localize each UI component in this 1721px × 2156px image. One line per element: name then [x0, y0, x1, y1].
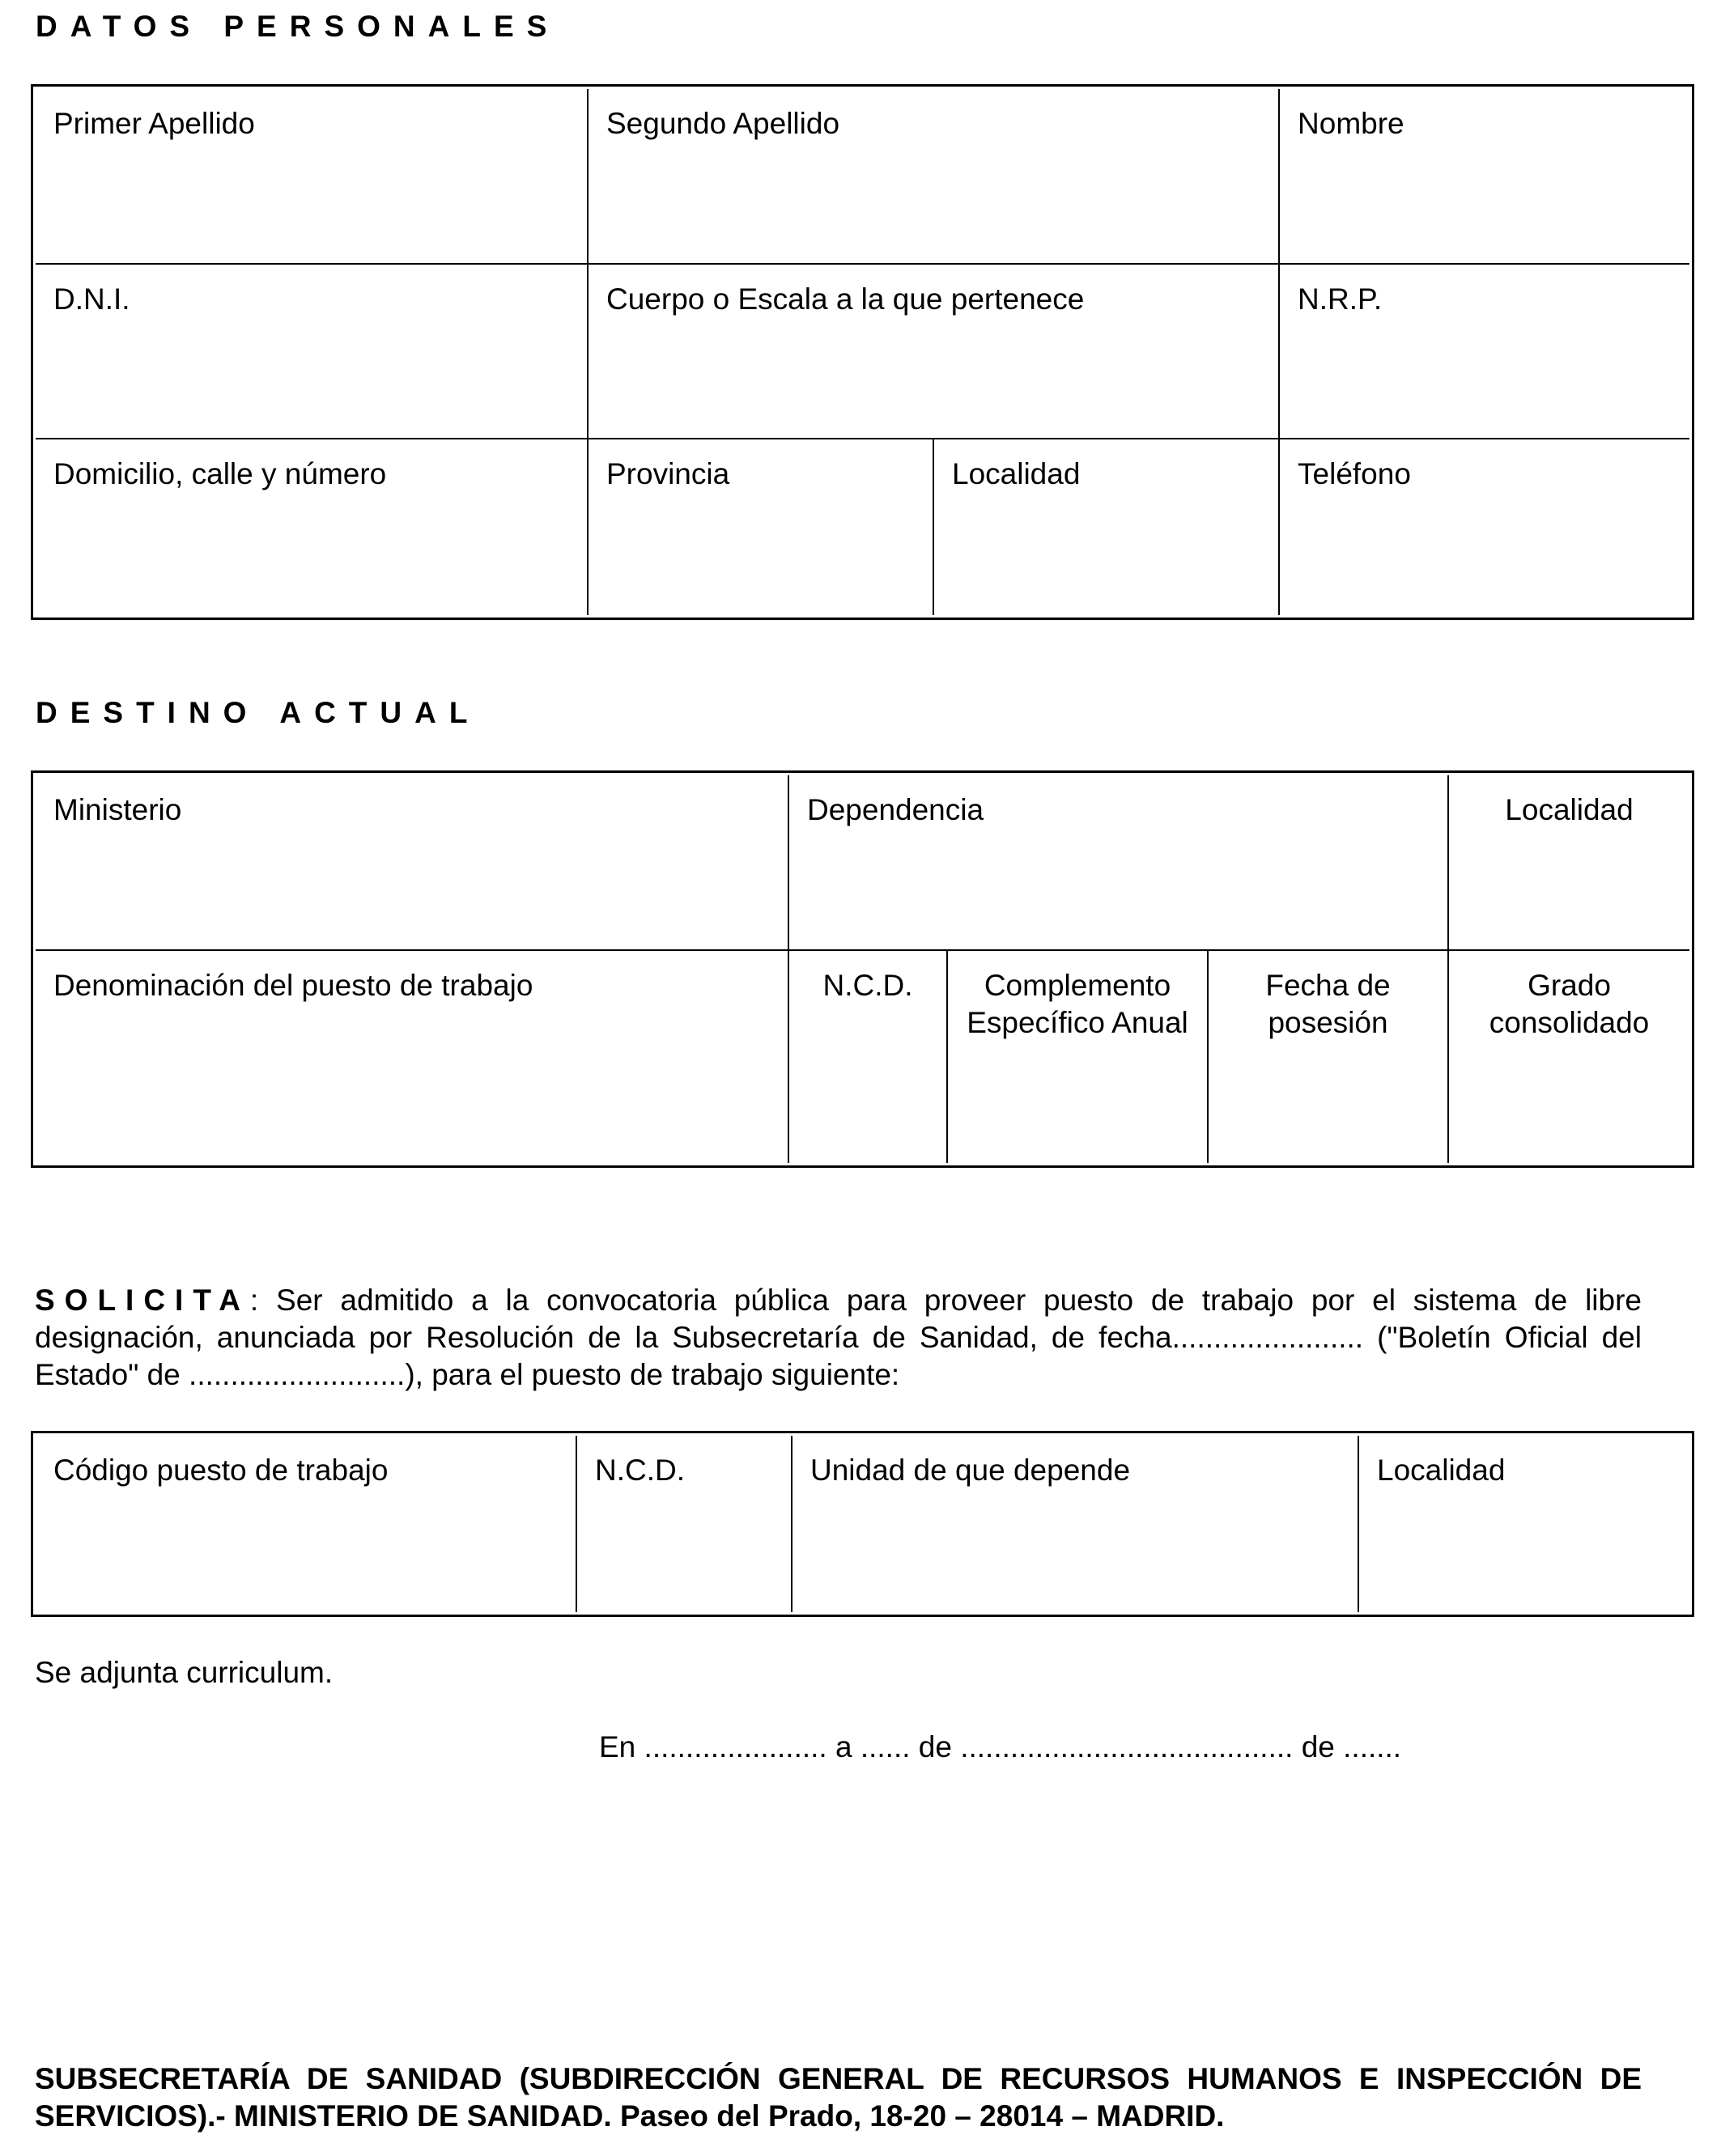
- field-label: Fecha de posesión: [1265, 969, 1391, 1039]
- field-provincia[interactable]: [588, 439, 933, 615]
- field-label: N.C.D.: [595, 1454, 685, 1487]
- field-telefono[interactable]: [1279, 439, 1689, 615]
- field-denominacion-puesto[interactable]: [36, 950, 788, 1163]
- field-label: Código puesto de trabajo: [53, 1454, 389, 1487]
- field-label: Grado consolidado: [1489, 969, 1650, 1039]
- field-label: Cuerpo o Escala a la que pertenece: [606, 282, 1085, 316]
- field-label: Teléfono: [1298, 457, 1411, 490]
- field-dni[interactable]: [36, 264, 588, 439]
- field-ministerio[interactable]: [36, 775, 788, 950]
- field-unidad-depende[interactable]: [792, 1436, 1358, 1612]
- field-codigo-puesto[interactable]: [36, 1436, 576, 1612]
- field-label: Complemento Específico Anual: [967, 969, 1188, 1039]
- section-heading-datos-personales: DATOS PERSONALES: [36, 10, 560, 43]
- field-label: Provincia: [606, 457, 730, 490]
- field-domicilio[interactable]: [36, 439, 588, 615]
- field-ncd-solicitado[interactable]: [576, 1436, 792, 1612]
- field-label: Localidad: [1377, 1454, 1506, 1487]
- section-heading-destino-actual: DESTINO ACTUAL: [36, 696, 481, 729]
- solicita-paragraph: [35, 1282, 1642, 1394]
- field-label: Denominación del puesto de trabajo: [53, 969, 533, 1002]
- field-dependencia[interactable]: [788, 775, 1448, 950]
- lugar-fecha-line: En ...................... a ...... de ........................................ de .......: [599, 1730, 1402, 1763]
- solicita-text: : Ser admitido a la convocatoria pública para proveer puesto de trabajo por el sistema de libre designación, anunciada por Resolución de la Subsecretaría de Sanidad, de fecha....................... ("Boletín Oficial del Estado" de ..........................), para el puesto de trabajo siguiente:: [35, 1284, 1642, 1391]
- field-label: Localidad: [1505, 793, 1634, 826]
- field-primer-apellido[interactable]: [36, 89, 588, 264]
- field-label: N.R.P.: [1298, 282, 1383, 316]
- field-label: Segundo Apellido: [606, 107, 840, 140]
- adjunta-curriculum: Se adjunta curriculum.: [35, 1656, 334, 1689]
- field-label: Ministerio: [53, 793, 182, 826]
- field-fecha-posesion[interactable]: [1208, 950, 1448, 1163]
- field-label: Localidad: [952, 457, 1081, 490]
- field-label: Unidad de que depende: [810, 1454, 1131, 1487]
- field-cuerpo-escala[interactable]: [588, 264, 1279, 439]
- field-complemento-especifico[interactable]: [947, 950, 1208, 1163]
- solicita-label: SOLICITA: [35, 1284, 250, 1317]
- footer-address: SUBSECRETARÍA DE SANIDAD (SUBDIRECCIÓN GENERAL DE RECURSOS HUMANOS E INSPECCIÓN DE SERVICIOS).- MINISTERIO DE SANIDAD. Paseo del Prado, 18-20 – 28014 – MADRID.: [35, 2062, 1642, 2133]
- field-label: D.N.I.: [53, 282, 130, 316]
- field-nrp[interactable]: [1279, 264, 1689, 439]
- field-ncd[interactable]: [788, 950, 947, 1163]
- field-label: Primer Apellido: [53, 107, 255, 140]
- field-label: Domicilio, calle y número: [53, 457, 387, 490]
- field-label: Nombre: [1298, 107, 1404, 140]
- field-segundo-apellido[interactable]: [588, 89, 1279, 264]
- field-label: Dependencia: [807, 793, 984, 826]
- field-localidad-destino[interactable]: [1448, 775, 1689, 950]
- field-localidad-solicitado[interactable]: [1358, 1436, 1689, 1612]
- field-nombre[interactable]: [1279, 89, 1689, 264]
- field-localidad[interactable]: [933, 439, 1279, 615]
- field-grado-consolidado[interactable]: [1448, 950, 1689, 1163]
- field-label: N.C.D.: [822, 969, 913, 1002]
- puesto-solicitado-table: [31, 1431, 1694, 1617]
- datos-personales-table: [31, 84, 1694, 620]
- destino-actual-table: [31, 770, 1694, 1168]
